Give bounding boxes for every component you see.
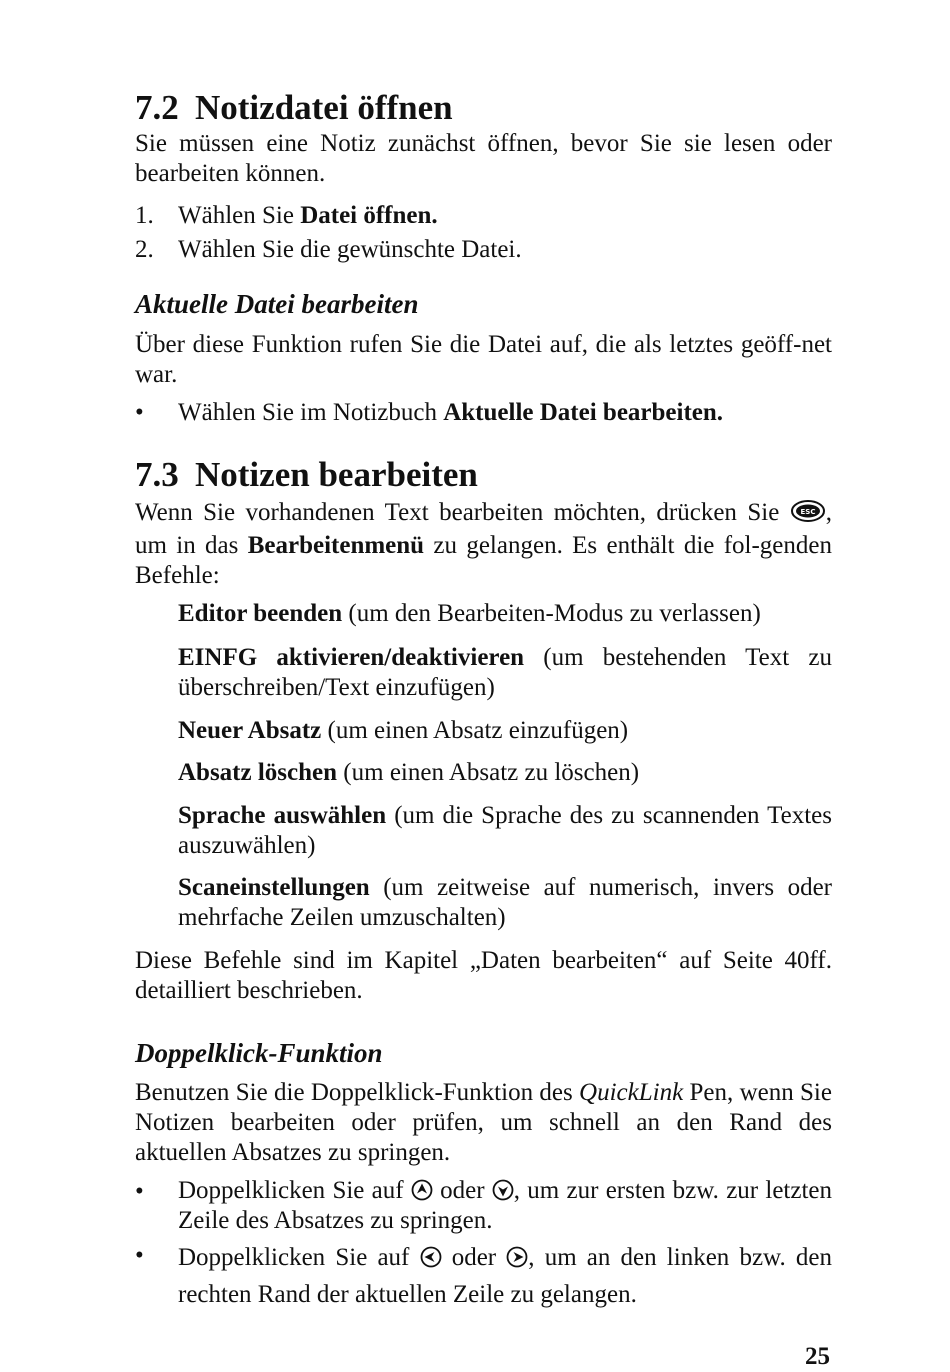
arrow-left-icon [420,1244,442,1278]
command-desc: (um die Sprache des zu scannenden Textes auszuwählen) [178,802,832,859]
text-part: , um zur ersten bzw. zur letzten Zeile des Absatzes zu springen. [178,1177,832,1234]
command-item [178,716,832,746]
list-text: Wählen Sie die gewünschte Datei. [178,236,522,263]
bullet-marker: • [135,1178,144,1205]
text-part: , um an den linken bzw. den rechten Rand der aktuellen Zeile zu gelangen. [178,1244,832,1308]
product-name: QuickLink [579,1079,684,1106]
command-name: Sprache auswählen [178,802,387,829]
command-item [178,758,832,788]
bullet-text-prefix: Wählen Sie im Notizbuch [178,399,444,426]
section-title: Notizen bearbeiten [195,455,478,494]
text-part: oder [432,1177,492,1204]
bullet-text [178,1241,832,1312]
subsection-text: Über diese Funktion rufen Sie die Datei auf, die als letztes geöff-net war. [135,331,832,388]
page-number: 25 [805,1343,830,1370]
arrow-up-icon [411,1179,433,1207]
command-desc: (um zeitweise auf numerisch, invers oder mehrfache Zeilen umzuschalten) [178,874,832,931]
command-item [178,643,832,703]
command-desc: (um einen Absatz zu löschen) [337,759,640,786]
bullet-text [178,398,832,428]
section-intro: Sie müssen eine Notiz zunächst öffnen, bevor Sie sie lesen oder bearbeiten können. [135,130,832,187]
command-item [178,873,832,933]
subsection-heading: Aktuelle Datei bearbeiten [135,289,419,319]
text-part: Pen, wenn Sie Notizen bearbeiten oder prüfen, um schnell an den Rand des aktuellen Absatzes zu springen. [135,1079,832,1166]
command-desc: (um den Bearbeiten-Modus zu verlassen) [342,600,761,627]
list-text [178,201,832,231]
subsection-text [135,1078,832,1168]
list-marker: 2. [135,236,154,263]
bullet-text-bold: Aktuelle Datei bearbeiten. [443,399,724,426]
intro-bold: Bearbeitenmenü [247,532,425,559]
section-number: 7.3 [135,455,179,494]
command-name: Absatz löschen [178,759,338,786]
bullet-text [178,1177,832,1234]
command-item [178,599,832,629]
section-number: 7.2 [135,88,179,127]
command-name: Editor beenden [178,600,343,627]
esc-key-icon [790,499,826,531]
section-title: Notizdatei öffnen [195,88,453,127]
command-name: Neuer Absatz [178,717,322,744]
bullet-marker: • [135,399,144,426]
command-desc: (um bestehenden Text zu überschreiben/Text einzufügen) [178,644,833,701]
command-name: EINFG aktivieren/deaktivieren [178,644,525,671]
intro-text: zu gelangen. Es enthält die fol-genden Befehle: [135,532,832,589]
command-desc: (um einen Absatz einzufügen) [321,717,629,744]
esc-key-label: ESC [800,508,816,516]
bullet-marker: • [135,1242,144,1269]
arrow-down-icon [492,1179,514,1207]
section-outro: Diese Befehle sind im Kapitel „Daten bearbeiten“ auf Seite 40ff. detailliert beschrieben. [135,947,832,1004]
text-part: Doppelklicken Sie auf [178,1177,411,1204]
section-intro [135,498,832,591]
intro-text: , um in das [135,499,833,559]
section-heading-7-3 [135,455,478,495]
section-heading-7-2 [135,88,453,128]
arrow-right-icon [506,1244,528,1278]
list-text-prefix: Wählen Sie [178,202,301,229]
intro-text: Wenn Sie vorhandenen Text bearbeiten möchten, drücken Sie [135,499,780,526]
list-marker: 1. [135,202,154,229]
text-part: Doppelklicken Sie auf [178,1244,420,1271]
text-part: Benutzen Sie die Doppelklick-Funktion des [135,1079,580,1106]
subsection-heading: Doppelklick-Funktion [135,1038,383,1068]
command-name: Scaneinstellungen [178,874,370,901]
command-item [178,801,832,861]
text-part: oder [441,1244,507,1271]
list-text-bold: Datei öffnen. [300,202,438,229]
